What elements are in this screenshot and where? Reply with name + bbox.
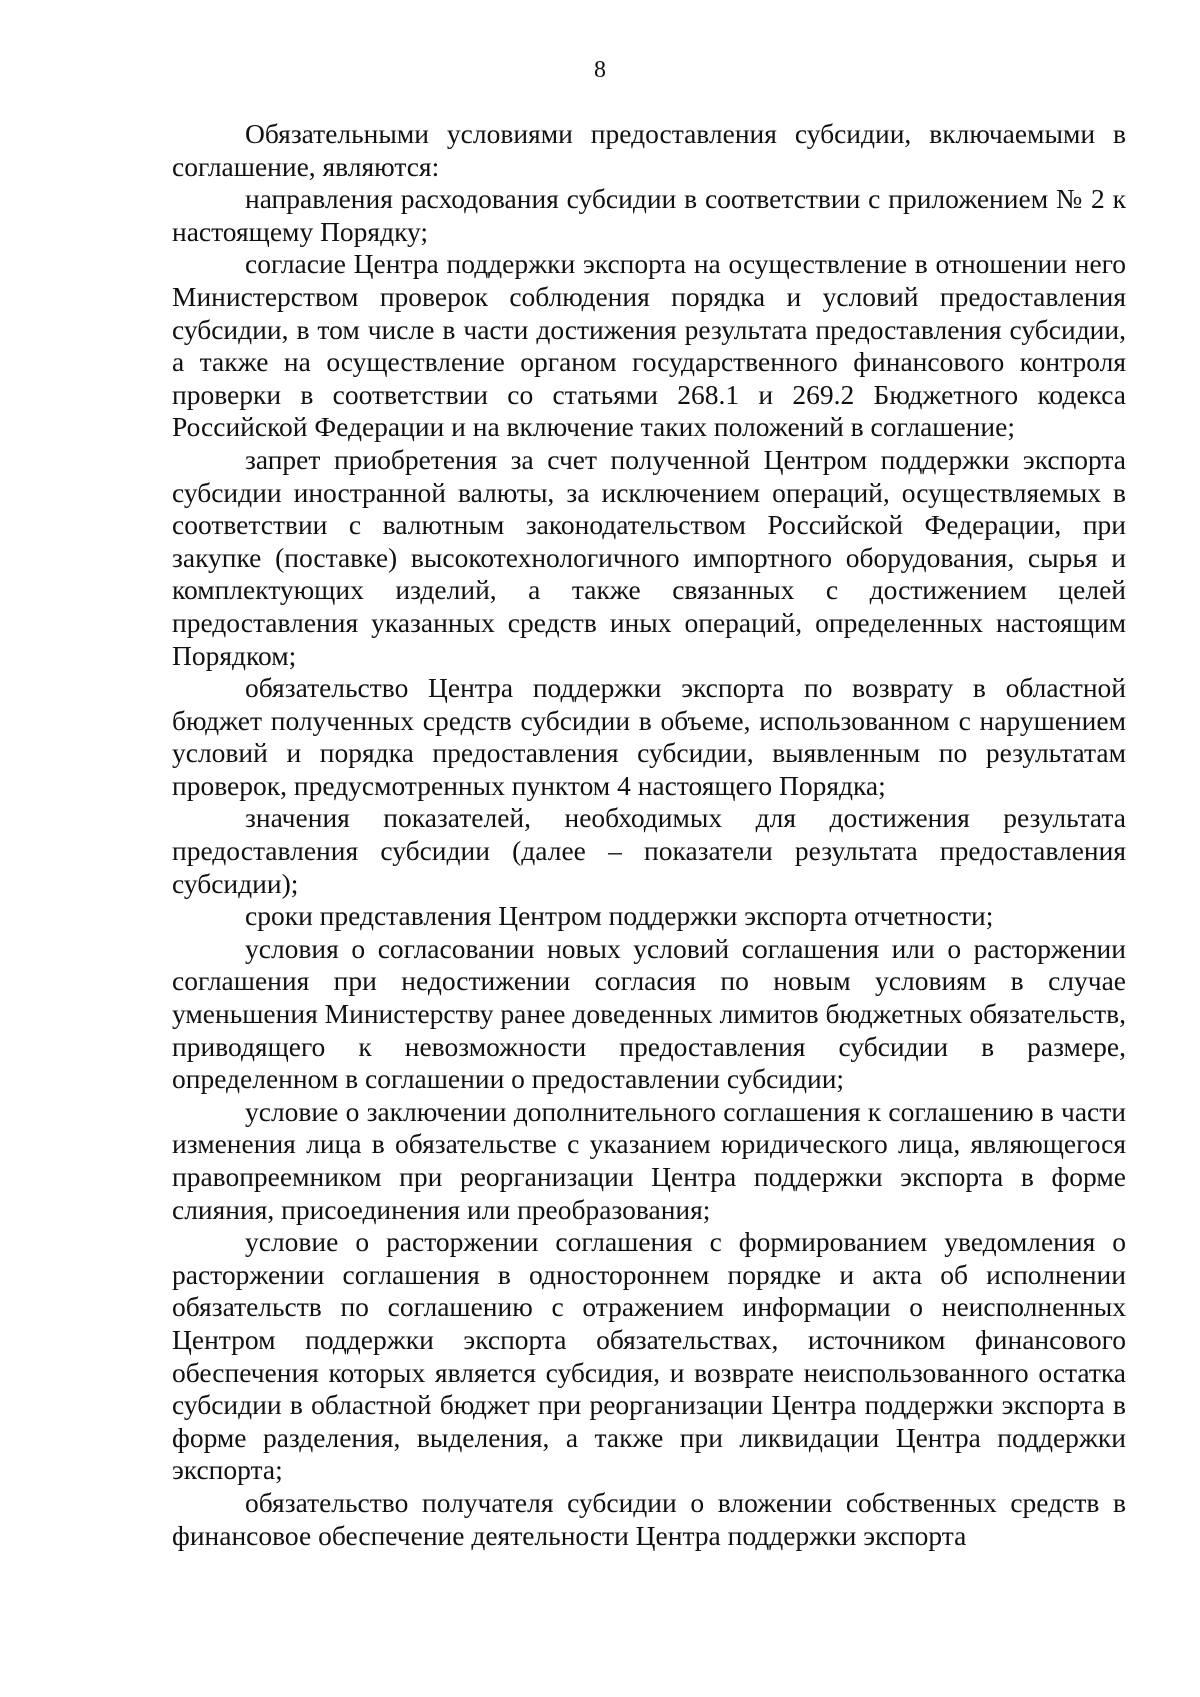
paragraph-termination: условие о расторжении соглашения с формированием уведомления о расторжении соглашения в одностороннем порядке и акта об исполнении обязательств по соглашению с отражением информации о неисполненных Центром поддержки экспорта обязательствах, источником финансового обеспечения которых является субсидия, и возврате неиспользованного остатка субсидии в областной бюджет при реорганизации Центра поддержки экспорта в форме разделения, выделения, а также при ликвидации Центра поддержки экспорта; [172,1226,1126,1486]
paragraph-refund-obligation: обязательство Центра поддержки экспорта по возврату в областной бюджет полученных средств субсидии в объеме, использованном с нарушением условий и порядка предоставления субсидии, выявленным по результатам проверок, предусмотренных пунктом 4 настоящего Порядка; [172,672,1126,801]
paragraph-reporting-deadlines: сроки представления Центром поддержки экспорта отчетности; [245,900,994,932]
paragraph-consent-to-inspections: согласие Центра поддержки экспорта на осуществление в отношении него Министерством проверок соблюдения порядка и условий предоставления субсидии, в том числе в части достижения результата предоставления субсидии, а также на осуществление органом государственного финансового контроля проверки в соответствии со статьями 268.1 и 269.2 Бюджетного кодекса Российской Федерации и на включение таких положений в соглашение; [172,248,1126,443]
paragraph-indicator-values: значения показателей, необходимых для достижения результата предоставления субсидии (далее – показатели результата предоставления субсидии); [172,802,1126,899]
page-number: 8 [594,57,606,83]
paragraph-own-funds: обязательство получателя субсидии о вложении собственных средств в финансовое обеспечение деятельности Центра поддержки экспорта [172,1486,1126,1551]
paragraph-additional-agreement: условие о заключении дополнительного соглашения к соглашению в части изменения лица в обязательстве с указанием юридического лица, являющегося правопреемником при реорганизации Центра поддержки экспорта в форме слияния, присоединения или преобразования; [172,1095,1126,1225]
document-body [172,118,1126,1552]
paragraph-directions: направления расходования субсидии в соответствии с приложением № 2 к настоящему Порядку; [172,183,1126,247]
paragraph-new-conditions: условия о согласовании новых условий соглашения или о расторжении соглашения при недостижении согласия по новым условиям в случае уменьшения Министерству ранее доведенных лимитов бюджетных обязательств, приводящего к невозможности предоставления субсидии в размере, определенном в соглашении о предоставлении субсидии; [172,932,1126,1095]
paragraph-intro: Обязательными условиями предоставления субсидии, включаемыми в соглашение, являются: [172,118,1126,182]
paragraph-currency-ban: запрет приобретения за счет полученной Центром поддержки экспорта субсидии иностранной валюты, за исключением операций, осуществляемых в соответствии с валютным законодательством Российской Федерации, при закупке (поставке) высокотехнологичного импортного оборудования, сырья и комплектующих изделий, а также связанных с достижением целей предоставления указанных средств иных операций, определенных настоящим Порядком; [172,443,1126,671]
